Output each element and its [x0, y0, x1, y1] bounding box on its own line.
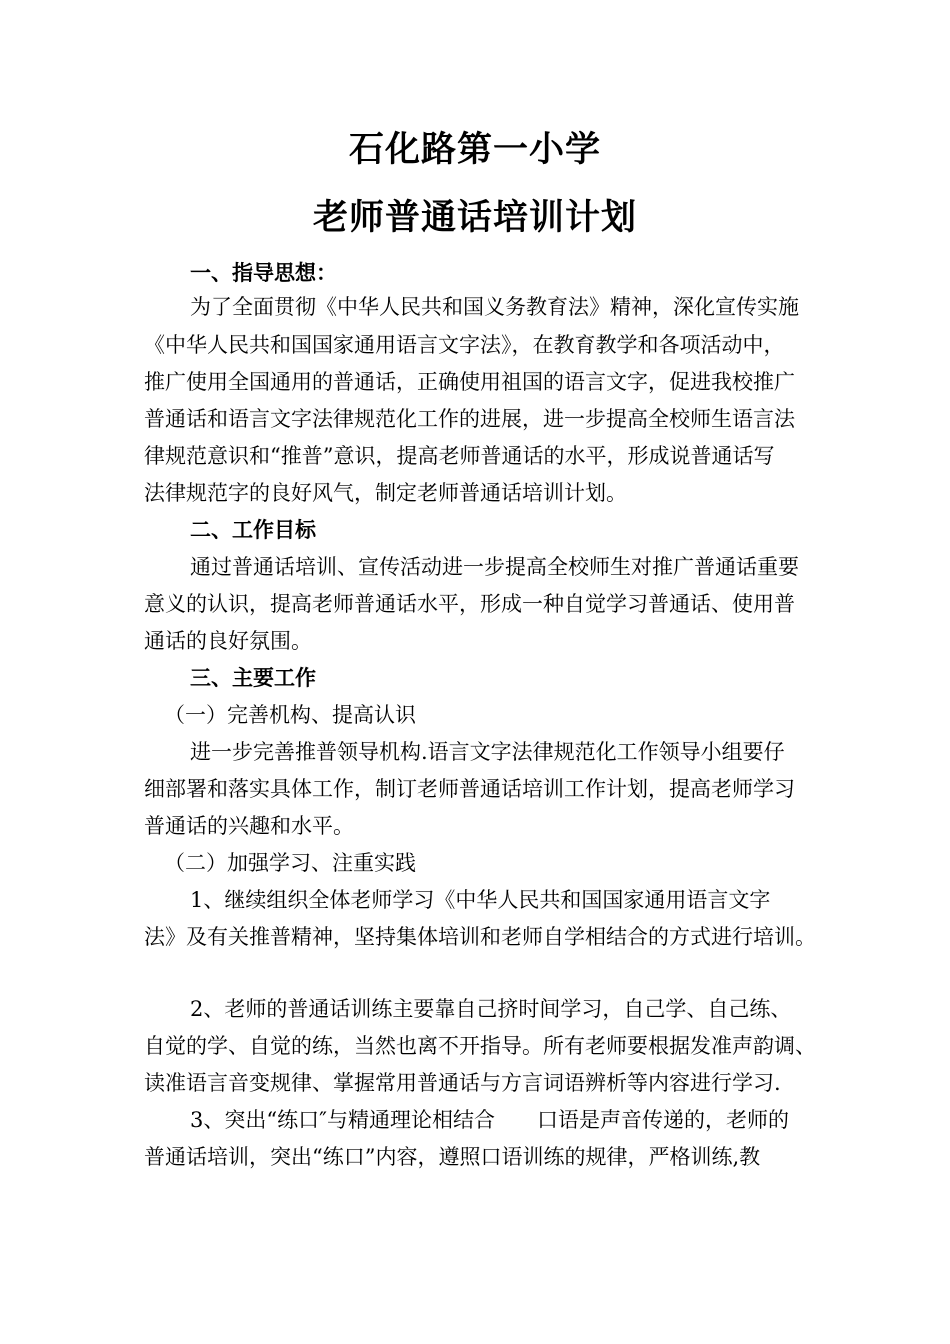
- paragraph-line: 《中华人民共和国国家通用语言文字法》，在教育教学和各项活动中，: [144, 333, 785, 357]
- paragraph-line: 为了全面贯彻《中华人民共和国义务教育法》精神，深化宣传实施: [190, 295, 799, 319]
- section-heading-main-work: 三、主要工作: [190, 666, 316, 690]
- paragraph-line: 通话的良好氛围。: [144, 629, 312, 653]
- school-title: 石化路第一小学: [348, 130, 601, 170]
- paragraph-line: 律规范意识和“推普”意识，提高老师普通话的水平，形成说普通话写: [144, 444, 775, 468]
- paragraph-line: 1、继续组织全体老师学习《中华人民共和国国家通用语言文字: [190, 888, 771, 912]
- paragraph-line: 3、突出“练口″与精通理论相结合 口语是声音传递的，老师的: [190, 1108, 789, 1132]
- paragraph-line: 2、老师的普通话训练主要靠自己挤时间学习，自己学、自己练、: [190, 997, 792, 1021]
- paragraph-line: 普通话培训，突出“练口”内容，遵照口语训练的规律，严格训练,教: [144, 1145, 761, 1169]
- section-heading-guiding-ideology: 一、指导思想：: [190, 261, 337, 285]
- section-heading-work-goals: 二、工作目标: [190, 518, 316, 542]
- plan-title: 老师普通话培训计划: [312, 198, 637, 238]
- paragraph-line: 法律规范字的良好风气，制定老师普通话培训计划。: [144, 481, 627, 505]
- paragraph-line: 普通话和语言文字法律规范化工作的进展，进一步提高全校师生语言法: [144, 407, 795, 431]
- paragraph-line: 进一步完善推普领导机构.语言文字法律规范化工作领导小组要仔: [190, 740, 785, 764]
- paragraph-line: 读准语言音变规律、掌握常用普通话与方言词语辨析等内容进行学习.: [144, 1071, 781, 1095]
- paragraph-line: 通过普通话培训、宣传活动进一步提高全校师生对推广普通话重要: [190, 555, 799, 579]
- paragraph-line: 普通话的兴趣和水平。: [144, 814, 354, 838]
- subsection-heading: （一）完善机构、提高认识: [164, 703, 416, 727]
- subsection-heading: （二）加强学习、注重实践: [164, 851, 416, 875]
- paragraph-line: 法》及有关推普精神，坚持集体培训和老师自学相结合的方式进行培训。: [144, 925, 816, 949]
- paragraph-line: 推广使用全国通用的普通话，正确使用祖国的语言文字，促进我校推广: [144, 370, 795, 394]
- paragraph-line: 意义的认识，提高老师普通话水平，形成一种自觉学习普通话、使用普: [144, 592, 795, 616]
- paragraph-line: 自觉的学、自觉的练，当然也离不开指导。所有老师要根据发准声韵调、: [144, 1034, 816, 1058]
- paragraph-line: 细部署和落实具体工作，制订老师普通话培训工作计划，提高老师学习: [144, 777, 795, 801]
